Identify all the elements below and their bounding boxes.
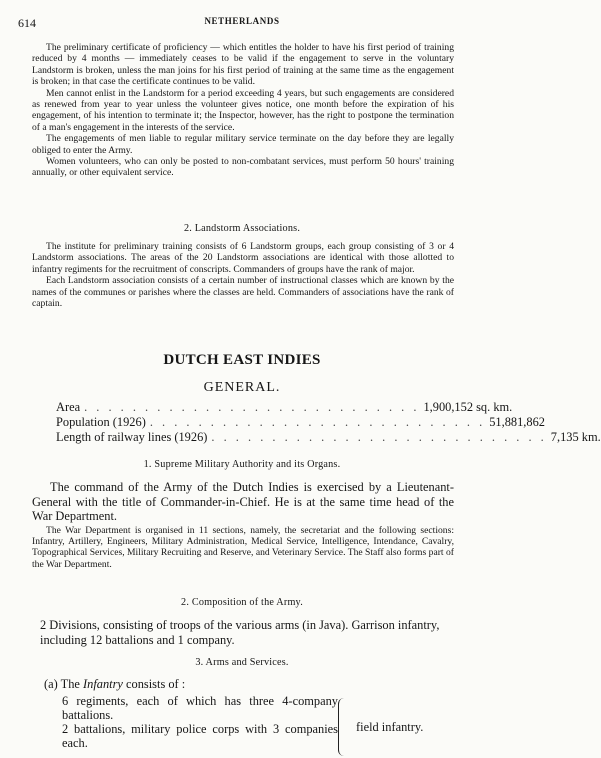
- statistics-list: [56, 400, 601, 445]
- infantry-word: Infantry: [83, 677, 123, 691]
- stat-value: 7,135 km.: [550, 430, 601, 444]
- stat-label: Population (1926): [56, 415, 146, 429]
- infantry-item: 2 battalions, military police corps with 3 companies each.: [62, 722, 338, 750]
- paragraph: The War Department is organised in 11 sections, namely, the secretariat and the following sections: Infantry, Artillery, Engineers, Military Administration, Medical Service, Intelligence, Intendance, Cavalry, Topographical Services, Military Recruiting and Reserve, and Veterinary Service. The Staff also forms part of the War Department.: [32, 525, 454, 570]
- paragraph: Each Landstorm association consists of a certain number of instructional classes which are known by the names of the communes or parishes where the classes are held. Commanders of associations have the rank of captain.: [32, 275, 454, 310]
- stat-label: Area: [56, 400, 81, 414]
- country-title: DUTCH EAST INDIES: [163, 352, 321, 368]
- infantry-item: 6 regiments, each of which has three 4-company battalions.: [62, 694, 338, 722]
- stat-row-area: [56, 400, 513, 415]
- page-number: 614: [18, 16, 36, 30]
- paragraph: 2 Divisions, consisting of troops of the various arms (in Java). Garrison infantry, including 12 battalions and 1 company.: [40, 618, 440, 647]
- paragraph: Women volunteers, who can only be posted to non-combatant services, must perform 50 hours' training annually, or other equivalent service.: [32, 156, 454, 179]
- general-title: GENERAL.: [203, 380, 281, 395]
- stat-value: 51,881,862: [489, 415, 545, 429]
- paragraph: The preliminary certificate of proficiency — which entitles the holder to have his first period of training reduced by 4 months — immediately ceases to be valid if the engagement to serve in the voluntary Landstorm is broken, unless the man joins for his first period of training at the same time as the engagement is broken; in that case the certificate continues to be valid.: [32, 42, 454, 88]
- leader-dots: . . . . . . . . . . . . . . . . . . . . . . . . . . . .: [84, 400, 420, 414]
- supreme-lead-paragraph: [32, 480, 454, 524]
- brace: [338, 698, 347, 756]
- stat-row-railway: [56, 430, 601, 445]
- brace-label: field infantry.: [356, 720, 424, 734]
- paragraph: The command of the Army of the Dutch Indies is exercised by a Lieutenant-General with the title of Commander-in-Chief. He is at the same time head of the War Department.: [32, 480, 454, 524]
- page-header: [18, 16, 466, 30]
- running-head: NETHERLANDS: [204, 16, 280, 26]
- top-paragraphs: [32, 42, 454, 179]
- stat-label: Length of railway lines (1926): [56, 430, 208, 444]
- leader-dots: . . . . . . . . . . . . . . . . . . . . . . . . . . . .: [149, 415, 486, 429]
- infantry-heading: (a) The Infantry consists of :: [44, 677, 186, 691]
- paragraph: The engagements of men liable to regular military service terminate on the day before they are legally obliged to enter the Army.: [32, 133, 454, 156]
- landstorm-paragraphs: [32, 241, 454, 309]
- leader-dots: . . . . . . . . . . . . . . . . . . . . . . . . . . . .: [211, 430, 547, 444]
- paragraph: Men cannot enlist in the Landstorm for a period exceeding 4 years, but such engagements are considered as renewed from year to year unless the volunteer gives notice, one month before the expiration of his engagement, of his intention to terminate it; the Inspector, however, has the right to postpone the termination of a man's engagement in the interests of the service.: [32, 87, 454, 133]
- section-heading-landstorm: 2. Landstorm Associations.: [183, 223, 301, 234]
- section-heading-composition: 2. Composition of the Army.: [181, 597, 303, 608]
- section-heading-supreme-authority: 1. Supreme Military Authority and its Organs.: [143, 459, 341, 470]
- stat-row-population: [56, 415, 545, 430]
- war-department-paragraph: [32, 525, 454, 570]
- section-heading-arms-services: 3. Arms and Services.: [195, 657, 289, 668]
- stat-value: 1,900,152 sq. km.: [423, 400, 513, 414]
- composition-paragraph: [40, 618, 454, 647]
- paragraph: The institute for preliminary training consists of 6 Landstorm groups, each group consisting of 3 or 4 Landstorm associations. The areas of the 20 Landstorm associations are identical with those allotted to infantry regiments for the recruitment of conscripts. Commanders of groups have the rank of major.: [32, 241, 454, 275]
